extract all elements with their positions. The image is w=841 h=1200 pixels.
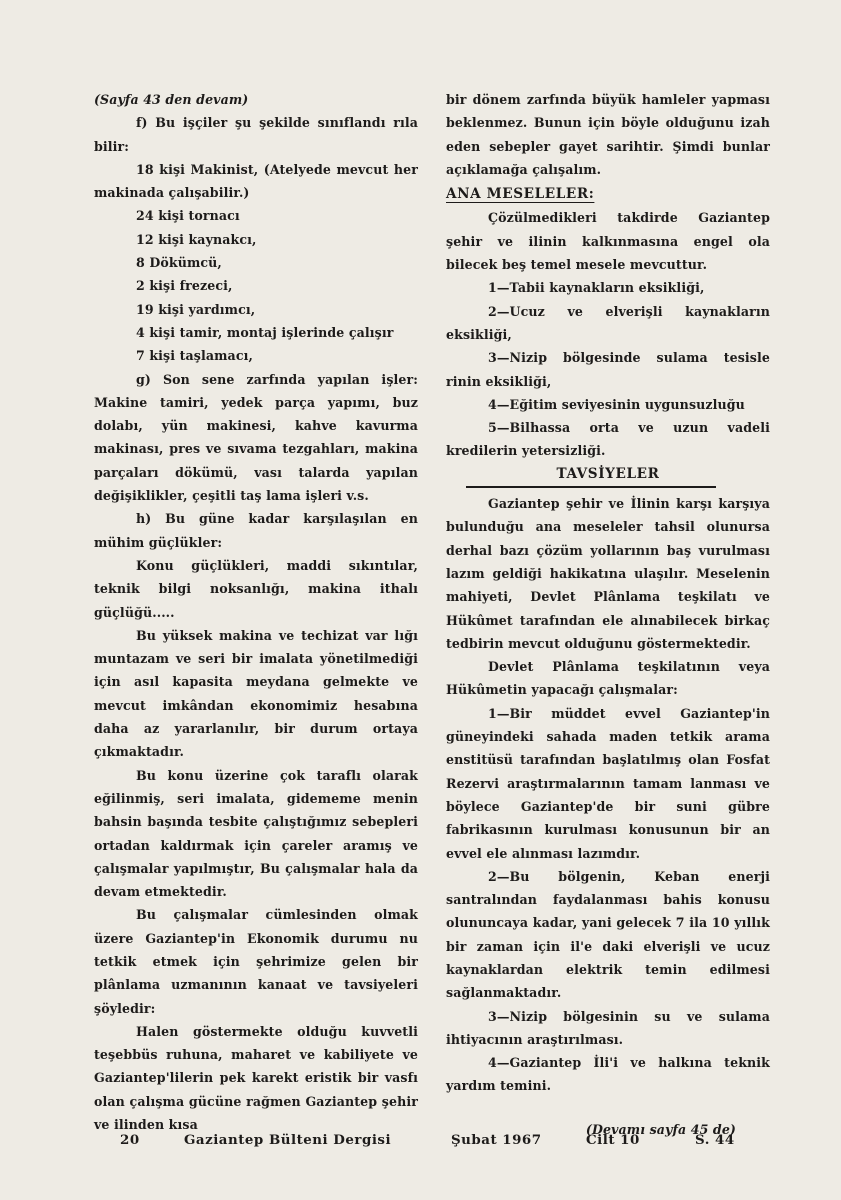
paragraph: Bu yüksek makina ve techizat var lığı muntazam ve seri bir imalata yönetilmediği için asıl kapasita meydana gelmekte ve mevcut imkândan ekonomimiz hesabına daha az yararlanılır, bir durum ortaya çıkmaktadır. — [94, 627, 418, 760]
paragraph: f) Bu işçiler şu şekilde sınıflandı rıla bilir: — [94, 115, 418, 154]
paragraph: 4—Gaziantep İli'i ve halkına teknik yardım temini. — [446, 1055, 770, 1094]
paragraph: 5—Bilhassa orta ve uzun vadeli kredilerin yetersizliği. — [446, 420, 770, 459]
footer-page-number: 20 — [120, 1132, 140, 1148]
paragraph: 19 kişi yardımcı, — [136, 301, 256, 317]
paragraph: 3—Nizip bölgesinin su ve sulama ihtiyacının araştırılması. — [446, 1008, 770, 1047]
left-column — [94, 88, 418, 1136]
footer-date: Şubat 1967 — [451, 1132, 542, 1148]
paragraph: Halen göstermekte olduğu kuvvetli teşebbüs ruhuna, maharet ve kabiliyete ve Gaziantep'lilerin pek karekt eristik bir vasfı olan çalışma gücüne rağmen Gaziantep şehir ve ilinden kısa — [94, 1023, 418, 1133]
paragraph: 1—Tabii kaynakların eksikliği, — [488, 280, 705, 296]
paragraph: Çözülmedikleri takdirde Gaziantep şehir ve ilinin kalkınmasına engel ola bilecek beş temel mesele mevcuttur. — [446, 210, 770, 273]
paragraph: 2—Ucuz ve elverişli kaynakların eksikliği, — [446, 303, 770, 342]
paragraph: 4 kişi tamir, montaj işlerinde çalışır — [136, 324, 394, 340]
paragraph: Devlet Plânlama teşkilatının veya Hükûmetin yapacağı çalışmalar: — [446, 659, 770, 698]
paragraph: (Sayfa 43 den devam) — [94, 92, 249, 107]
paragraph: 1—Bir müddet evvel Gaziantep'in güneyindeki sahada maden tetkik arama enstitüsü tarafından başlatılmış olan Fosfat Rezervi araştırmalarının tamam lanması ve böylece Gaziantep'de bir suni gübre fabrikasının kurulması konusunun bir an evvel ele alınması lazımdır. — [446, 705, 770, 861]
paragraph: bir dönem zarfında büyük hamleler yapması beklenmez. Bunun için böyle olduğunu izah eden sebepler gayet sarihtir. Şimdi bunlar açıklamağa çalışalım. — [446, 92, 770, 177]
paragraph: g) Son sene zarfında yapılan işler: Makine tamiri, yedek parça yapımı, buz dolabı, yün makinesi, kahve kavurma makinası, pres ve sıvama tezgahları, makina parçaları dökümü, vası talarda yapılan değişiklikler, çeşitli taş lama işleri v.s. — [94, 371, 418, 504]
paragraph: 7 kişi taşlamacı, — [136, 348, 253, 364]
paragraph: 3—Nizip bölgesinde sulama tesisle rinin eksikliği, — [446, 350, 770, 389]
heading-rule — [466, 486, 716, 488]
paragraph: (Devamı sayfa 45 de) — [585, 1121, 736, 1137]
paragraph: h) Bu güne kadar karşılaşılan en mühim güçlükler: — [94, 511, 418, 550]
section-heading: ANA MESELELER: — [446, 186, 595, 203]
footer-issue: S. 44 — [695, 1132, 735, 1148]
paragraph: 12 kişi kaynakcı, — [136, 231, 257, 247]
paragraph: Konu güçlükleri, maddi sıkıntılar, teknik bilgi noksanlığı, makina ithalı güçlüğü..... — [94, 557, 418, 620]
right-column — [446, 88, 770, 1141]
paragraph: 2 kişi frezeci, — [136, 278, 233, 294]
paragraph: Gaziantep şehir ve İlinin karşı karşıya bulunduğu ana meseleler tahsil olunursa derhal bazı çözüm yollarının baş vurulması lazım geldiği hakikatına ulaşılır. Meselenin mahiyeti, Devlet Plânlama teşkilatı ve Hükûmet tarafından ele alınabilecek birkaç tedbirin mevcut olduğunu göstermektedir. — [446, 496, 770, 651]
paragraph: 4—Eğitim seviyesinin uygunsuzluğu — [488, 396, 745, 412]
footer-volume: Cilt 10 — [586, 1132, 640, 1148]
paragraph: 2—Bu bölgenin, Keban enerji santralından faydalanması bahis konusu olununcaya kadar, yani gelecek 7 ila 10 yıllık bir zaman için il'e daki elverişli ve ucuz kaynaklardan elektrik temin edilmesi sağlanmaktadır. — [446, 868, 770, 1001]
section-heading: TAVSİYELER — [556, 465, 660, 482]
paragraph: Bu çalışmalar cümlesinden olmak üzere Gaziantep'in Ekonomik durumu nu tetkik etmek için şehrimize gelen bir plânlama uzmanının kanaat ve tavsiyeleri şöyledir: — [94, 907, 418, 1016]
paragraph: 18 kişi Makinist, (Atelyede mevcut her makinada çalışabilir.) — [94, 161, 418, 201]
paragraph: Bu konu üzerine çok taraflı olarak eğilinmiş, seri imalata, gidememe menin bahsin başında tesbite çalıştığımız sebepleri ortadan kaldırmak için çareler aramış ve çalışmalar yapılmıştır, Bu çalışmalar hala da devam etmektedir. — [94, 767, 418, 900]
paragraph: 8 Dökümcü, — [136, 255, 222, 271]
paragraph: 24 kişi tornacı — [136, 208, 240, 224]
footer-journal-title: Gaziantep Bülteni Dergisi — [184, 1132, 392, 1148]
